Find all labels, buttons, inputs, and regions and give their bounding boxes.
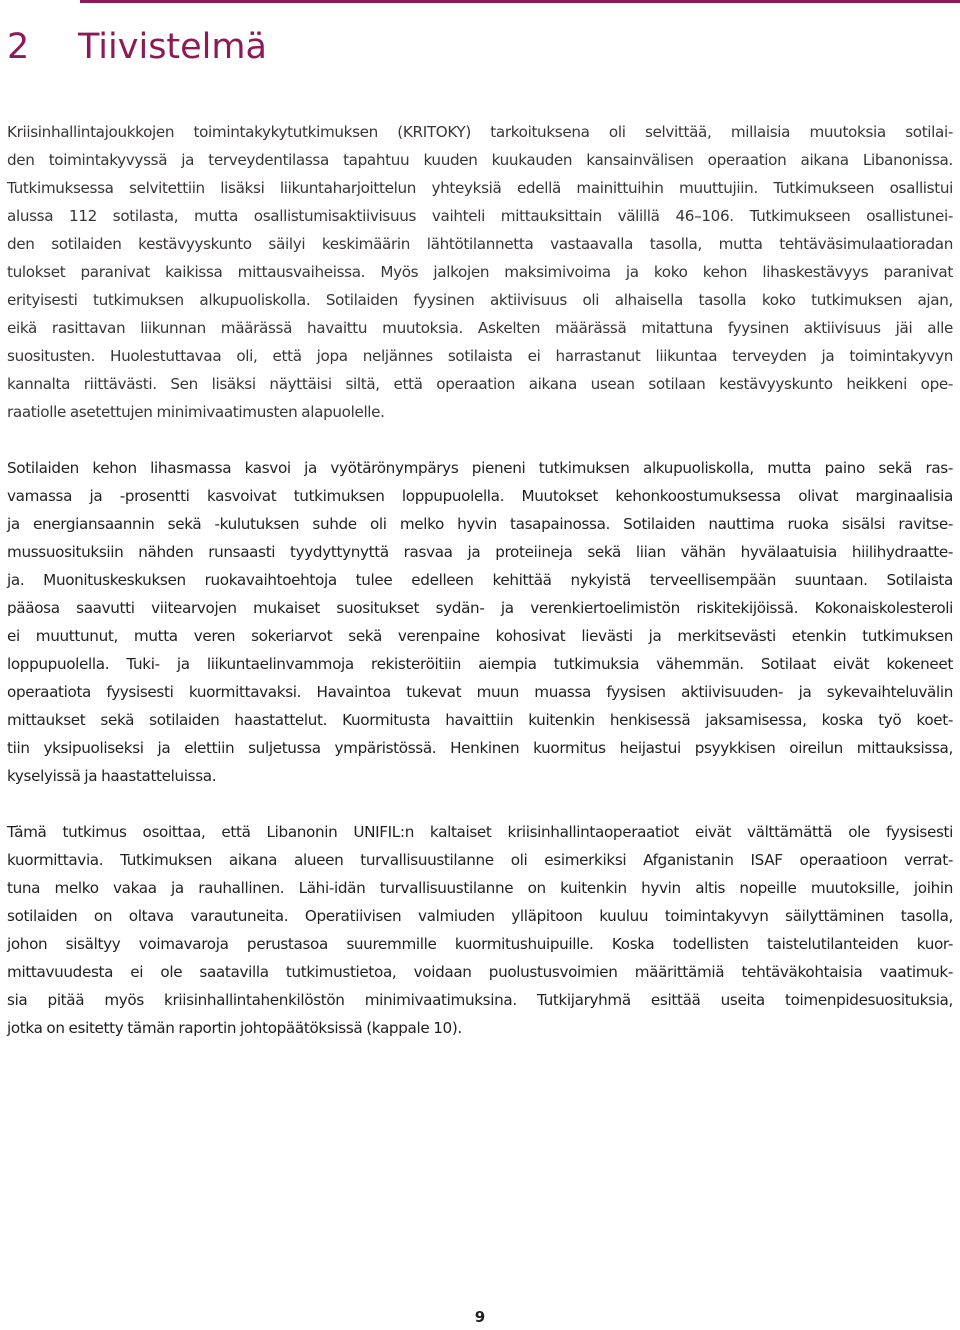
text-line: johon sisältyy voimavaroja perustasoa suuremmille kuormitushuipuille. Koska todellisten taistelutilanteiden kuor- — [7, 935, 953, 953]
text-line: tulokset paranivat kaikissa mittausvaiheissa. Myös jalkojen maksimivoima ja koko kehon lihaskestävyys paranivat — [7, 263, 953, 281]
text-line: jotka on esitetty tämän raportin johtopäätöksissä (kappale 10). — [7, 1019, 462, 1037]
text-line: tiin yksipuoliseksi ja elettiin suljetussa ympäristössä. Henkinen kuormitus heijastui psyykkisen oireilun mittauksissa, — [7, 739, 953, 757]
paragraph — [7, 118, 953, 426]
text-line: sia pitää myös kriisinhallintahenkilöstön minimivaatimuksina. Tutkijaryhmä esittää useita toimenpidesuosituksia, — [7, 991, 953, 1009]
text-line: sotilaiden on oltava varautuneita. Operatiivisen valmiuden ylläpitoon kuuluu toimintakyvyn säilyttäminen tasolla, — [7, 907, 953, 925]
text-line: mittaukset sekä sotilaiden haastattelut. Kuormitusta havaittiin kuitenkin henkisessä jaksamisessa, koska työ koet- — [7, 711, 953, 729]
text-line: suositusten. Huolestuttavaa oli, että jopa neljännes sotilaista ei harrastanut liikuntaa terveyden ja toimintakyvyn — [7, 347, 953, 365]
text-line: raatiolle asetettujen minimivaatimusten alapuolelle. — [7, 403, 385, 421]
paragraph — [7, 454, 953, 790]
chapter-title: Tiivistelmä — [78, 27, 267, 67]
paragraph — [7, 818, 953, 1042]
text-line: Tutkimuksessa selvitettiin lisäksi liikuntaharjoittelun yhteyksiä edellä mainittuihin muuttujiin. Tutkimukseen osallistui — [7, 179, 953, 197]
text-line: mussuosituksiin nähden runsaasti tyydyttynyttä rasvaa ja proteiineja sekä liian vähän hyvälaatuisia hiilihydraatte- — [7, 543, 953, 561]
text-line: mittavuudesta ei ole saatavilla tutkimustietoa, voidaan puolustusvoimien määrittämiä tehtäväkohtaisia vaatimuk- — [7, 963, 953, 981]
text-line: kyselyissä ja haastatteluissa. — [7, 767, 217, 785]
text-line: alussa 112 sotilasta, mutta osallistumisaktiivisuus vaihteli mittauksittain välillä 46–106. Tutkimukseen osallistunei- — [7, 207, 953, 225]
text-line: tuna melko vakaa ja rauhallinen. Lähi-idän turvallisuustilanne on kuitenkin hyvin altis nopeille muutoksille, joihin — [7, 879, 953, 897]
top-rule — [80, 0, 960, 3]
text-line: ja energiansaannin sekä -kulutuksen suhde oli melko hyvin tasapainossa. Sotilaiden nauttima ruoka sisälsi ravitse- — [7, 515, 953, 533]
text-line: erityisesti tutkimuksen alkupuoliskolla. Sotilaiden fyysinen aktiivisuus oli alhaisella tasolla koko tutkimuksen ajan, — [7, 291, 953, 309]
text-line: kannalta riittävästi. Sen lisäksi näyttäisi siltä, että operaation aikana usean sotilaan kestävyyskunto heikkeni ope- — [7, 375, 953, 393]
text-line: kuormittavia. Tutkimuksen aikana alueen turvallisuustilanne oli esimerkiksi Afganistanin ISAF operaatioon verrat- — [7, 851, 953, 869]
text-line: loppupuolella. Tuki- ja liikuntaelinvammoja rekisteröitiin aiempia tutkimuksia vähemmän. Sotilaat eivät kokeneet — [7, 655, 953, 673]
text-line: ei muuttunut, mutta veren sokeriarvot sekä verenpaine kohosivat lievästi ja merkitsevästi etenkin tutkimuksen — [7, 627, 953, 645]
text-line: ja. Muonituskeskuksen ruokavaihtoehtoja tulee edelleen kehittää nykyistä terveellisempään suuntaan. Sotilaista — [7, 571, 953, 589]
text-line: operaatiota fyysisesti kuormittavaksi. Havaintoa tukevat muun muassa fyysisen aktiivisuuden- ja sykevaihteluvälin — [7, 683, 953, 701]
chapter-number: 2 — [7, 27, 30, 67]
text-line: pääosa saavutti viitearvojen mukaiset suositukset sydän- ja verenkiertoelimistön riskitekijöissä. Kokonaiskolesteroli — [7, 599, 953, 617]
page-number: 9 — [474, 1308, 486, 1326]
text-line: Sotilaiden kehon lihasmassa kasvoi ja vyötärönympärys pieneni tutkimuksen alkupuoliskolla, mutta paino sekä ras- — [7, 459, 953, 477]
text-line: Tämä tutkimus osoittaa, että Libanonin UNIFIL:n kaltaiset kriisinhallintaoperaatiot eivät välttämättä ole fyysisesti — [7, 823, 953, 841]
text-line: Kriisinhallintajoukkojen toimintakykytutkimuksen (KRITOKY) tarkoituksena oli selvittää, millaisia muutoksia sotilai- — [7, 123, 953, 141]
text-line: vamassa ja -prosentti kasvoivat tutkimuksen loppupuolella. Muutokset kehonkoostumuksessa olivat marginaalisia — [7, 487, 953, 505]
body-text — [7, 118, 953, 1042]
chapter-heading — [7, 22, 267, 72]
text-line: eikä rasittavan liikunnan määrässä havaittu muutoksia. Askelten määrässä mitattuna fyysinen aktiivisuus jäi alle — [7, 319, 953, 337]
text-line: den toimintakyvyssä ja terveydentilassa tapahtuu kuuden kuukauden kansainvälisen operaation aikana Libanonissa. — [7, 151, 953, 169]
text-line: den sotilaiden kestävyyskunto säilyi keskimäärin lähtötilannetta vastaavalla tasolla, mutta tehtäväsimulaatioradan — [7, 235, 953, 253]
